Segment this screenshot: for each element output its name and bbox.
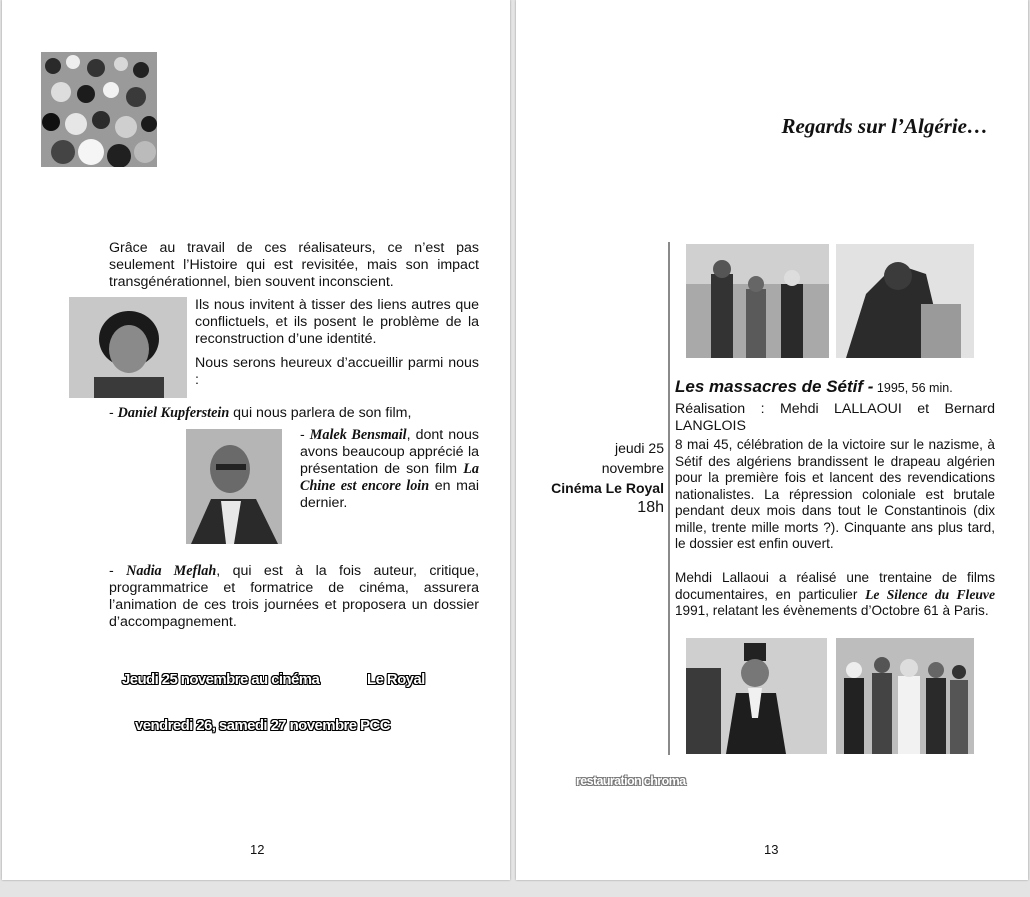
screening-venue: Cinéma Le Royal bbox=[551, 480, 664, 496]
film-synopsis: 8 mai 45, célébration de la victoire sur le nazisme, à Sétif des algériens brandissent le drapeau algérien pour la première fois et lancent des revendications nationalistes. La répression coloniale est brutale pendant deux mois dans tout le Constantinois (dix mille, trente mille morts ?). Cinquante ans plus tard, le dossier est enfin ouvert. bbox=[675, 437, 995, 551]
film-realisation: Réalisation : Mehdi LALLAOUI et Bernard LANGLOIS bbox=[675, 401, 995, 434]
guest1-name: Daniel Kupferstein bbox=[117, 405, 230, 421]
photo-elder-man bbox=[686, 638, 827, 754]
guest1-dash: - bbox=[109, 405, 118, 421]
guest3-text: , qui est à la fois auteur, critique, programmatrice et formatrice de cinéma, assurera l’animation de ces trois journées et proposera un dossier d’accompagnement. bbox=[109, 563, 480, 630]
guest2-text-b: en mai dernier. bbox=[300, 478, 479, 511]
screening-time: 18h bbox=[637, 499, 664, 516]
schedule-thursday: Jeudi 25 novembre au cinéma bbox=[122, 671, 320, 688]
intro-paragraph-3: Nous serons heureux d’accueillir parmi nous : bbox=[195, 355, 479, 388]
page-number-right: 13 bbox=[764, 842, 779, 857]
schedule-venue-le-royal: Le Royal bbox=[367, 671, 425, 688]
screening-date-1: jeudi 25 bbox=[614, 440, 664, 456]
restoration-credit: restauration chroma bbox=[576, 774, 686, 788]
film-heading bbox=[675, 377, 995, 397]
intro-paragraph-1: Grâce au travail de ces réalisateurs, ce n’est pas seulement l’Histoire qui est revisitée, mais son impact transgénérationnel, bien souvent inconscient. bbox=[109, 240, 479, 290]
guest2-name: Malek Bensmail bbox=[309, 427, 407, 443]
photo-group bbox=[836, 638, 974, 754]
guest3-name: Nadia Meflah bbox=[126, 563, 217, 579]
director-text-a: Mehdi Lallaoui a réalisé une trentaine de films documentaires, en particulier bbox=[675, 570, 995, 602]
right-page bbox=[516, 0, 1028, 880]
guest2-film: La Chine est encore loin bbox=[300, 461, 479, 494]
intro-paragraph-2: Ils nous invitent à tisser des liens autres que conflictuels, et ils posent le problème de la reconstruction d’une identité. bbox=[195, 297, 479, 347]
guest-nadia-meflah bbox=[109, 563, 479, 631]
page-number-left: 12 bbox=[250, 842, 265, 857]
schedule-friday-saturday: vendredi 26, samedi 27 novembre PCC bbox=[135, 717, 390, 734]
portrait-malek-bensmail bbox=[186, 429, 282, 544]
section-title: Regards sur l’Algérie… bbox=[781, 114, 988, 138]
director-bio bbox=[675, 570, 995, 620]
photo-soldiers bbox=[686, 244, 829, 358]
screening-info bbox=[516, 438, 664, 518]
guest2-text-a: , dont nous avons beaucoup apprécié la présentation de son film bbox=[300, 427, 479, 477]
left-page bbox=[2, 0, 510, 880]
director-text-b: 1991, relatant les évènements d’Octobre 61 à Paris. bbox=[675, 603, 989, 618]
director-film: Le Silence du Fleuve bbox=[865, 586, 995, 602]
vertical-divider bbox=[668, 242, 670, 755]
guest2-dash: - bbox=[300, 427, 310, 443]
film-title: Les massacres de Sétif - bbox=[675, 377, 874, 396]
portrait-daniel-kupferstein bbox=[69, 297, 187, 398]
guest1-text: qui nous parlera de son film, bbox=[229, 405, 412, 421]
film-meta: 1995, 56 min. bbox=[873, 381, 953, 395]
crowd-photo bbox=[41, 52, 157, 167]
photo-de-gaulle bbox=[836, 244, 974, 358]
screening-date-2: novembre bbox=[601, 460, 664, 476]
guest-malek-bensmail bbox=[300, 427, 479, 512]
guest-daniel-kupferstein bbox=[109, 405, 479, 422]
guest3-dash: - bbox=[109, 563, 127, 579]
